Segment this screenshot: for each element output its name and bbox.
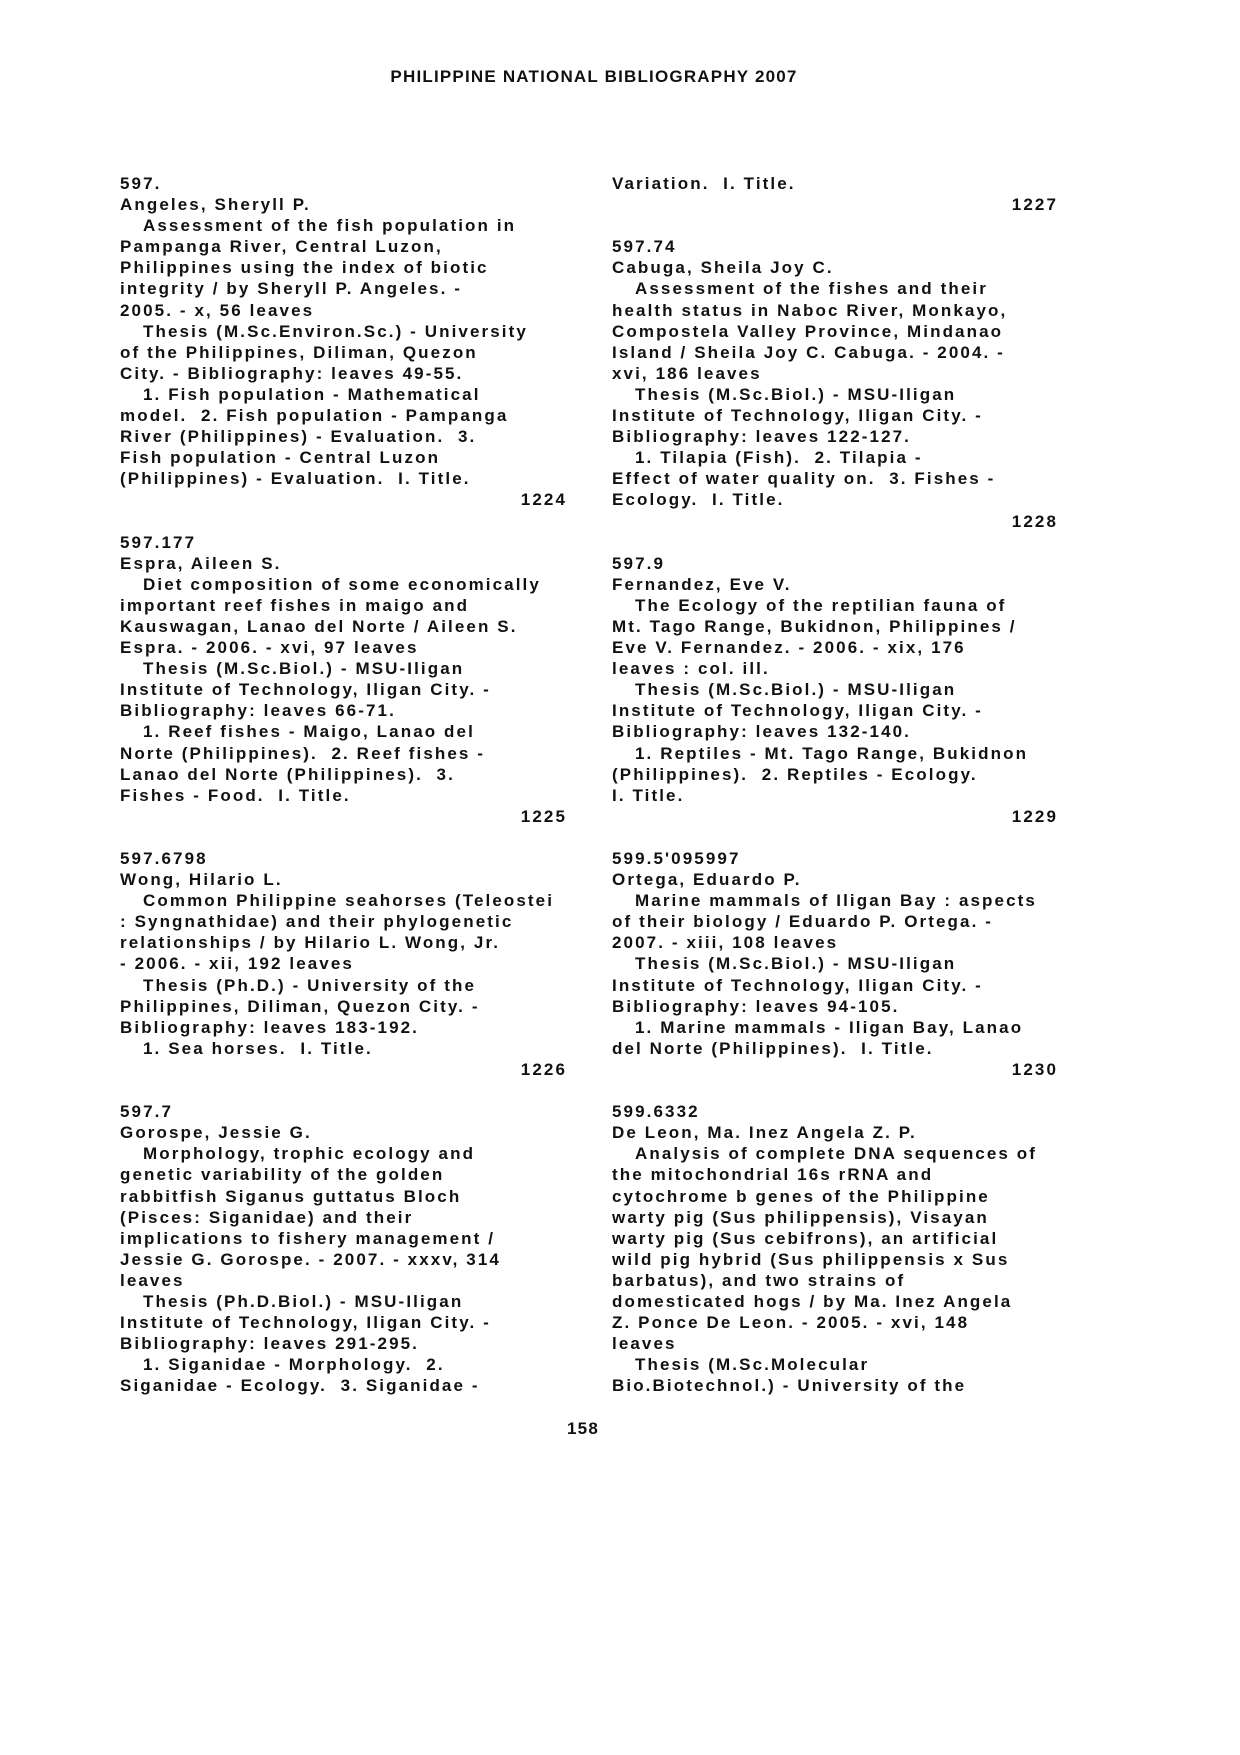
entry-text-line: Lanao del Norte (Philippines). 3. [120, 764, 455, 784]
entry-text-line: Norte (Philippines). 2. Reef fishes - [120, 743, 486, 763]
entry-text-line: 1. Tilapia (Fish). 2. Tilapia - [635, 448, 923, 468]
bibliography-entry [612, 553, 1058, 827]
entry-text-line: barbatus), and two strains of [612, 1270, 906, 1290]
entry-text-line: integrity / by Sheryll P. Angeles. - [120, 279, 463, 299]
entry-text-line: Institute of Technology, Iligan City. - [612, 406, 983, 426]
call-number: 597.177 [120, 532, 197, 552]
right-column [612, 173, 1058, 1396]
entry-text-line: Z. Ponce De Leon. - 2005. - xvi, 148 [612, 1313, 970, 1333]
entry-text-line: 1. Fish population - Mathematical [143, 384, 481, 404]
entry-text-line: important reef fishes in maigo and [120, 595, 470, 615]
entry-text-line: (Pisces: Siganidae) and their [120, 1207, 414, 1227]
entry-text-line: (Philippines) - Evaluation. I. Title. [120, 469, 471, 489]
entry-number: 1225 [520, 806, 567, 826]
entry-number: 1228 [1011, 511, 1058, 531]
entry-text-line: Variation. I. Title. [612, 174, 796, 193]
entry-text-line: Philippines, Diliman, Quezon City. - [120, 996, 480, 1016]
author-name: De Leon, Ma. Inez Angela Z. P. [612, 1123, 917, 1143]
entry-text-line: Analysis of complete DNA sequences of [635, 1144, 1038, 1164]
author-name: Wong, Hilario L. [120, 870, 283, 890]
entry-text-line: 1. Reef fishes - Maigo, Lanao del [143, 722, 475, 742]
entry-text-line: xvi, 186 leaves [612, 363, 762, 383]
entry-text-line: Island / Sheila Joy C. Cabuga. - 2004. - [612, 342, 1005, 362]
entry-text-line: leaves : col. ill. [612, 659, 770, 679]
entry-text-line: Institute of Technology, Iligan City. - [120, 1313, 491, 1333]
entry-text-line: the mitochondrial 16s rRNA and [612, 1165, 934, 1185]
entry-text-line: The Ecology of the reptilian fauna of [635, 595, 1007, 615]
entry-text-line: River (Philippines) - Evaluation. 3. [120, 427, 477, 447]
entry-text-line: Thesis (M.Sc.Environ.Sc.) - University [143, 321, 528, 341]
entry-text-line: Kauswagan, Lanao del Norte / Aileen S. [120, 616, 518, 636]
entry-text-line: model. 2. Fish population - Pampanga [120, 406, 509, 426]
entry-text-line: health status in Naboc River, Monkayo, [612, 300, 1008, 320]
entry-text-line: warty pig (Sus philippensis), Visayan [612, 1207, 989, 1227]
left-column [120, 173, 567, 1396]
entry-text-line: 2005. - x, 56 leaves [120, 300, 315, 320]
entry-text-line: cytochrome b genes of the Philippine [612, 1186, 990, 1206]
entry-text-line: Thesis (Ph.D.Biol.) - MSU-Iligan [143, 1291, 464, 1311]
call-number: 599.6332 [612, 1102, 700, 1122]
entry-text-line: Effect of water quality on. 3. Fishes - [612, 469, 996, 489]
entry-number: 1227 [1011, 195, 1058, 215]
entry-text-line: Bio.Biotechnol.) - University of the [612, 1376, 967, 1396]
entry-text-line: Thesis (M.Sc.Biol.) - MSU-Iligan [143, 659, 465, 679]
entry-text-line: Bibliography: leaves 94-105. [612, 996, 900, 1016]
bibliography-entry [120, 848, 567, 1080]
entry-number: 1230 [1011, 1059, 1058, 1079]
entry-text-line: Bibliography: leaves 183-192. [120, 1017, 420, 1037]
entry-text-line: Fishes - Food. I. Title. [120, 785, 351, 805]
bibliography-entry [120, 1101, 567, 1396]
entry-text-line: Institute of Technology, Iligan City. - [612, 701, 983, 721]
entry-text-line: wild pig hybrid (Sus philippensis x Sus [612, 1249, 1010, 1269]
entry-text-line: 1. Marine mammals - Iligan Bay, Lanao [635, 1017, 1024, 1037]
entry-text-line: Institute of Technology, Iligan City. - [120, 680, 491, 700]
call-number: 597.9 [612, 553, 666, 573]
entry-text-line: Thesis (M.Sc.Biol.) - MSU-Iligan [635, 680, 957, 700]
entry-text-line: Espra. - 2006. - xvi, 97 leaves [120, 638, 419, 658]
call-number: 597.6798 [120, 849, 208, 868]
bibliography-entry [120, 532, 567, 827]
bibliography-entry [612, 236, 1058, 531]
entry-text-line: Bibliography: leaves 122-127. [612, 427, 912, 447]
call-number: 599.5'095997 [612, 849, 741, 868]
entry-text-line: : Syngnathidae) and their phylogenetic [120, 912, 514, 932]
author-name: Angeles, Sheryll P. [120, 195, 311, 215]
entry-text-line: Morphology, trophic ecology and [143, 1144, 476, 1164]
entry-number: 1224 [520, 490, 567, 510]
entry-text-line: rabbitfish Siganus guttatus Bloch [120, 1186, 462, 1206]
entry-text-line: del Norte (Philippines). I. Title. [612, 1038, 934, 1058]
entry-text-line: leaves [612, 1334, 677, 1354]
call-number: 597. [120, 174, 162, 193]
entry-text-line: Thesis (Ph.D.) - University of the [143, 975, 477, 995]
entry-text-line: Marine mammals of Iligan Bay : aspects [635, 891, 1037, 911]
entry-text-line: 1. Sea horses. I. Title. [143, 1038, 373, 1058]
entry-text-line: Thesis (M.Sc.Biol.) - MSU-Iligan [635, 384, 957, 404]
entry-text-line: - 2006. - xii, 192 leaves [120, 954, 354, 974]
bibliography-entry [612, 848, 1058, 1080]
entry-text-line: leaves [120, 1270, 185, 1290]
entry-text-line: Assessment of the fish population in [143, 216, 517, 236]
entry-text-line: (Philippines). 2. Reptiles - Ecology. [612, 764, 978, 784]
entry-text-line: Mt. Tago Range, Bukidnon, Philippines / [612, 616, 1017, 636]
entry-text-line: Ecology. I. Title. [612, 490, 785, 510]
author-name: Fernandez, Eve V. [612, 574, 792, 594]
entry-text-line: of their biology / Eduardo P. Ortega. - [612, 912, 994, 932]
entry-number: 1226 [520, 1059, 567, 1079]
author-name: Gorospe, Jessie G. [120, 1123, 312, 1143]
entry-text-line: Diet composition of some economically [143, 574, 541, 594]
entry-text-line: Bibliography: leaves 66-71. [120, 701, 396, 721]
call-number: 597.74 [612, 237, 677, 257]
entry-text-line: Compostela Valley Province, Mindanao [612, 321, 1004, 341]
page-number: 158 [567, 1419, 599, 1438]
entry-text-line: warty pig (Sus cebifrons), an artificial [612, 1228, 999, 1248]
call-number: 597.7 [120, 1102, 174, 1122]
entry-text-line: Jessie G. Gorospe. - 2007. - xxxv, 314 [120, 1249, 501, 1269]
entry-text-line: Bibliography: leaves 132-140. [612, 722, 912, 742]
entry-text-line: Fish population - Central Luzon [120, 448, 441, 468]
entry-text-line: of the Philippines, Diliman, Quezon [120, 342, 478, 362]
entry-text-line: I. Title. [612, 785, 685, 805]
entry-text-line: genetic variability of the golden [120, 1165, 445, 1185]
entry-number: 1229 [1011, 806, 1058, 826]
entry-text-line: Eve V. Fernandez. - 2006. - xix, 176 [612, 638, 966, 658]
entry-text-line: implications to fishery management / [120, 1228, 496, 1248]
bibliography-entry [612, 173, 1058, 215]
entry-text-line: 1. Siganidae - Morphology. 2. [143, 1355, 445, 1375]
entry-text-line: Assessment of the fishes and their [635, 279, 988, 299]
author-name: Cabuga, Sheila Joy C. [612, 258, 834, 278]
entry-text-line: 1. Reptiles - Mt. Tago Range, Bukidnon [635, 743, 1029, 763]
entry-text-line: Siganidae - Ecology. 3. Siganidae - [120, 1376, 480, 1396]
entry-text-line: Thesis (M.Sc.Molecular [635, 1355, 870, 1375]
bibliography-entry [612, 1101, 1058, 1396]
bibliography-entry [120, 173, 567, 511]
entry-text-line: Institute of Technology, Iligan City. - [612, 975, 983, 995]
entry-text-line: Common Philippine seahorses (Teleostei [143, 891, 555, 911]
entry-text-line: Thesis (M.Sc.Biol.) - MSU-Iligan [635, 954, 957, 974]
entry-text-line: domesticated hogs / by Ma. Inez Angela [612, 1291, 1013, 1311]
page-header: PHILIPPINE NATIONAL BIBLIOGRAPHY 2007 [390, 67, 798, 86]
entry-text-line: relationships / by Hilario L. Wong, Jr. [120, 933, 501, 953]
entry-text-line: Bibliography: leaves 291-295. [120, 1334, 420, 1354]
entry-text-line: City. - Bibliography: leaves 49-55. [120, 363, 464, 383]
entry-text-line: Pampanga River, Central Luzon, [120, 237, 443, 257]
author-name: Ortega, Eduardo P. [612, 870, 802, 890]
entry-text-line: 2007. - xiii, 108 leaves [612, 933, 839, 953]
entry-text-line: Philippines using the index of biotic [120, 258, 489, 278]
author-name: Espra, Aileen S. [120, 553, 282, 573]
